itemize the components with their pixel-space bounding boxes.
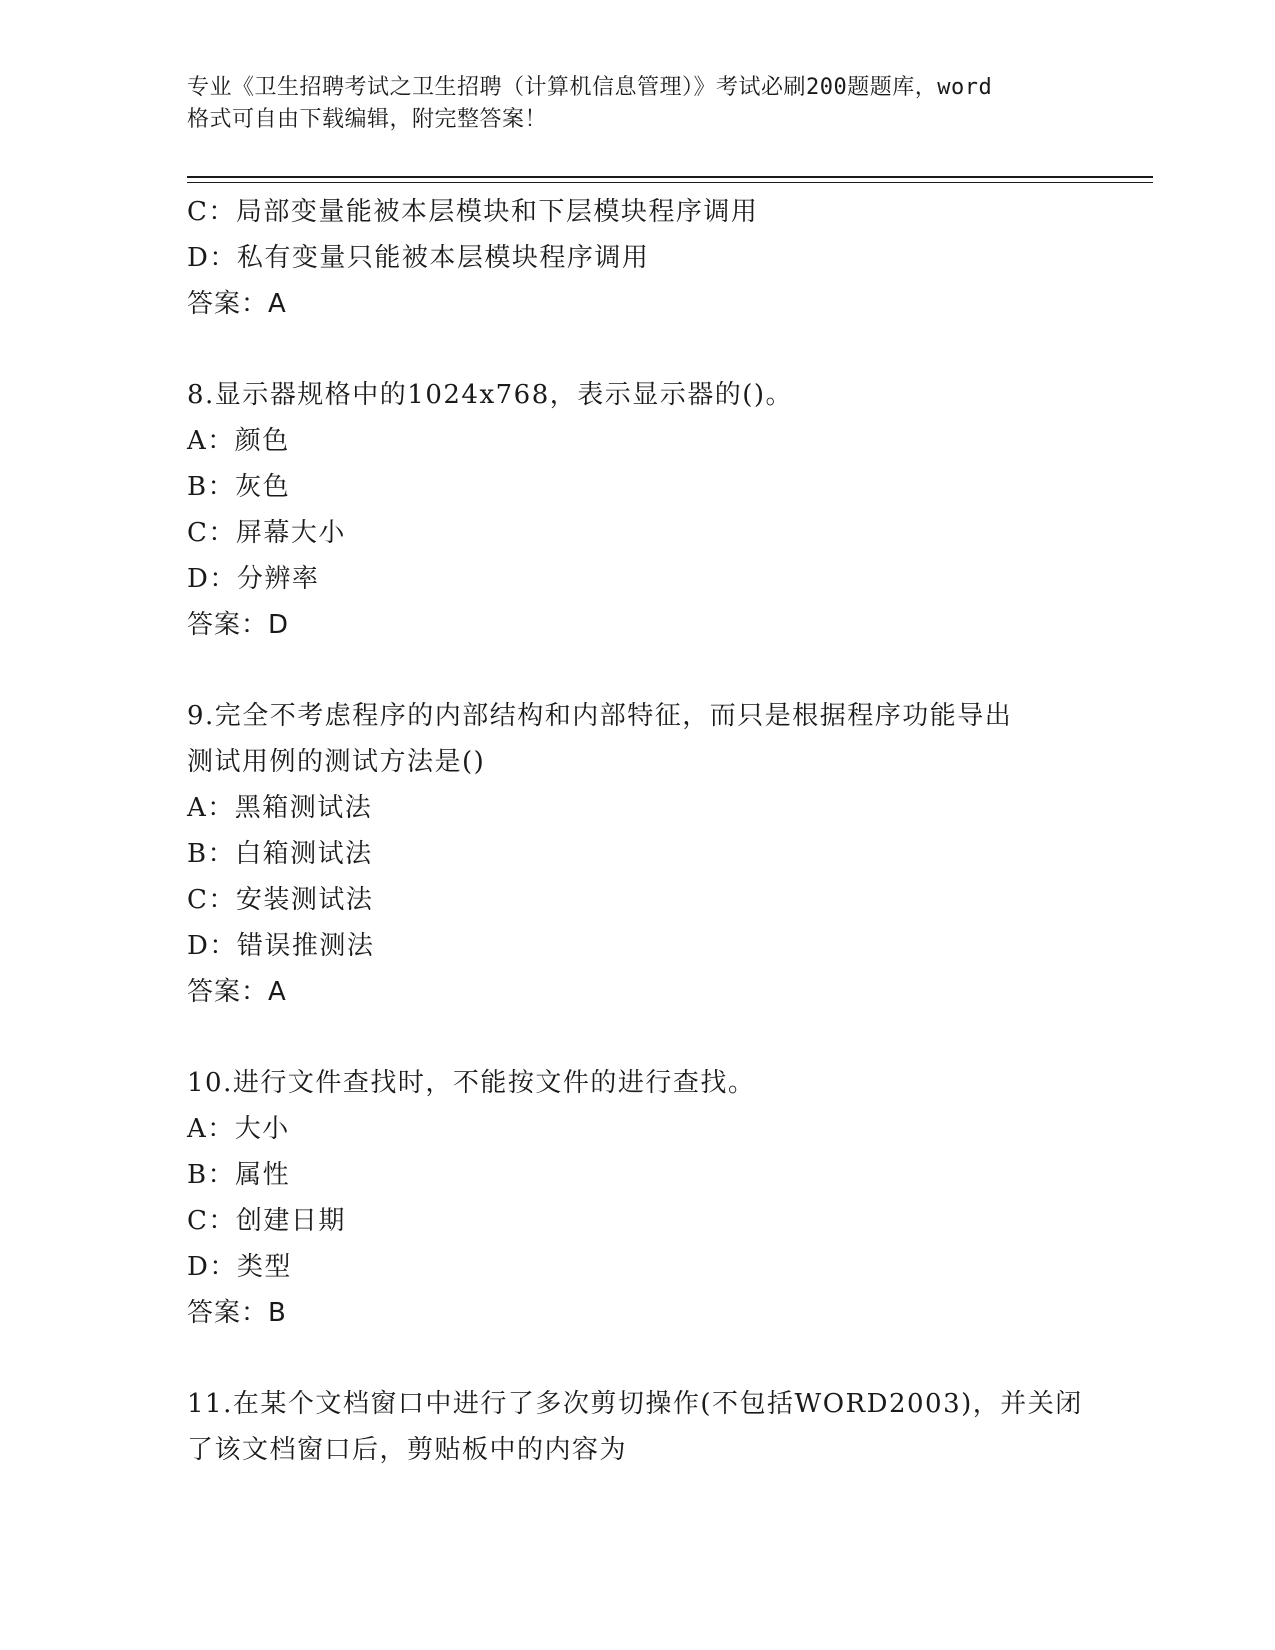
question-text: 10.进行文件查找时，不能按文件的进行查找。 (187, 1068, 756, 1098)
option-b: B：灰色 (187, 472, 291, 502)
spacer (187, 1015, 1087, 1060)
answer: 答案：B (187, 1298, 287, 1328)
answer: 答案：A (187, 289, 287, 319)
question-prev (187, 189, 1087, 327)
question-text: 8.显示器规格中的1024x768，表示显示器的()。 (187, 380, 794, 410)
option-b: B：白箱测试法 (187, 839, 373, 869)
question-text-line-2: 测试用例的测试方法是() (187, 747, 486, 777)
question-11 (187, 1381, 1087, 1473)
option-c: C：局部变量能被本层模块和下层模块程序调用 (187, 197, 759, 227)
spacer (187, 1336, 1087, 1381)
option-a: A：大小 (187, 1114, 290, 1144)
question-content (187, 189, 1087, 1473)
option-d: D：分辨率 (187, 564, 320, 594)
answer: 答案：A (187, 977, 287, 1007)
option-c: C：屏幕大小 (187, 518, 346, 548)
spacer (187, 648, 1087, 693)
option-c: C：安装测试法 (187, 885, 374, 915)
option-d: D：错误推测法 (187, 931, 375, 961)
spacer (187, 327, 1087, 372)
question-8 (187, 372, 1087, 648)
header-divider-thin (187, 182, 1153, 183)
option-b: B：属性 (187, 1160, 291, 1190)
document-header (187, 72, 1087, 136)
question-text-line-1: 9.完全不考虑程序的内部结构和内部特征，而只是根据程序功能导出 (187, 701, 1013, 731)
option-d: D：私有变量只能被本层模块程序调用 (187, 243, 650, 273)
option-c: C：创建日期 (187, 1206, 346, 1236)
header-line-2: 格式可自由下载编辑，附完整答案！ (187, 107, 548, 132)
header-line-1: 专业《卫生招聘考试之卫生招聘（计算机信息管理）》考试必刷200题题库，word (187, 75, 993, 100)
question-9 (187, 693, 1087, 1015)
header-divider-thick (187, 176, 1153, 178)
option-d: D：类型 (187, 1252, 292, 1282)
option-a: A：颜色 (187, 426, 290, 456)
question-10 (187, 1060, 1087, 1336)
question-text-line-2: 了该文档窗口后，剪贴板中的内容为 (187, 1435, 628, 1465)
answer: 答案：D (187, 610, 290, 640)
question-text-line-1: 11.在某个文档窗口中进行了多次剪切操作(不包括WORD2003)，并关闭 (187, 1389, 1083, 1419)
option-a: A：黑箱测试法 (187, 793, 373, 823)
